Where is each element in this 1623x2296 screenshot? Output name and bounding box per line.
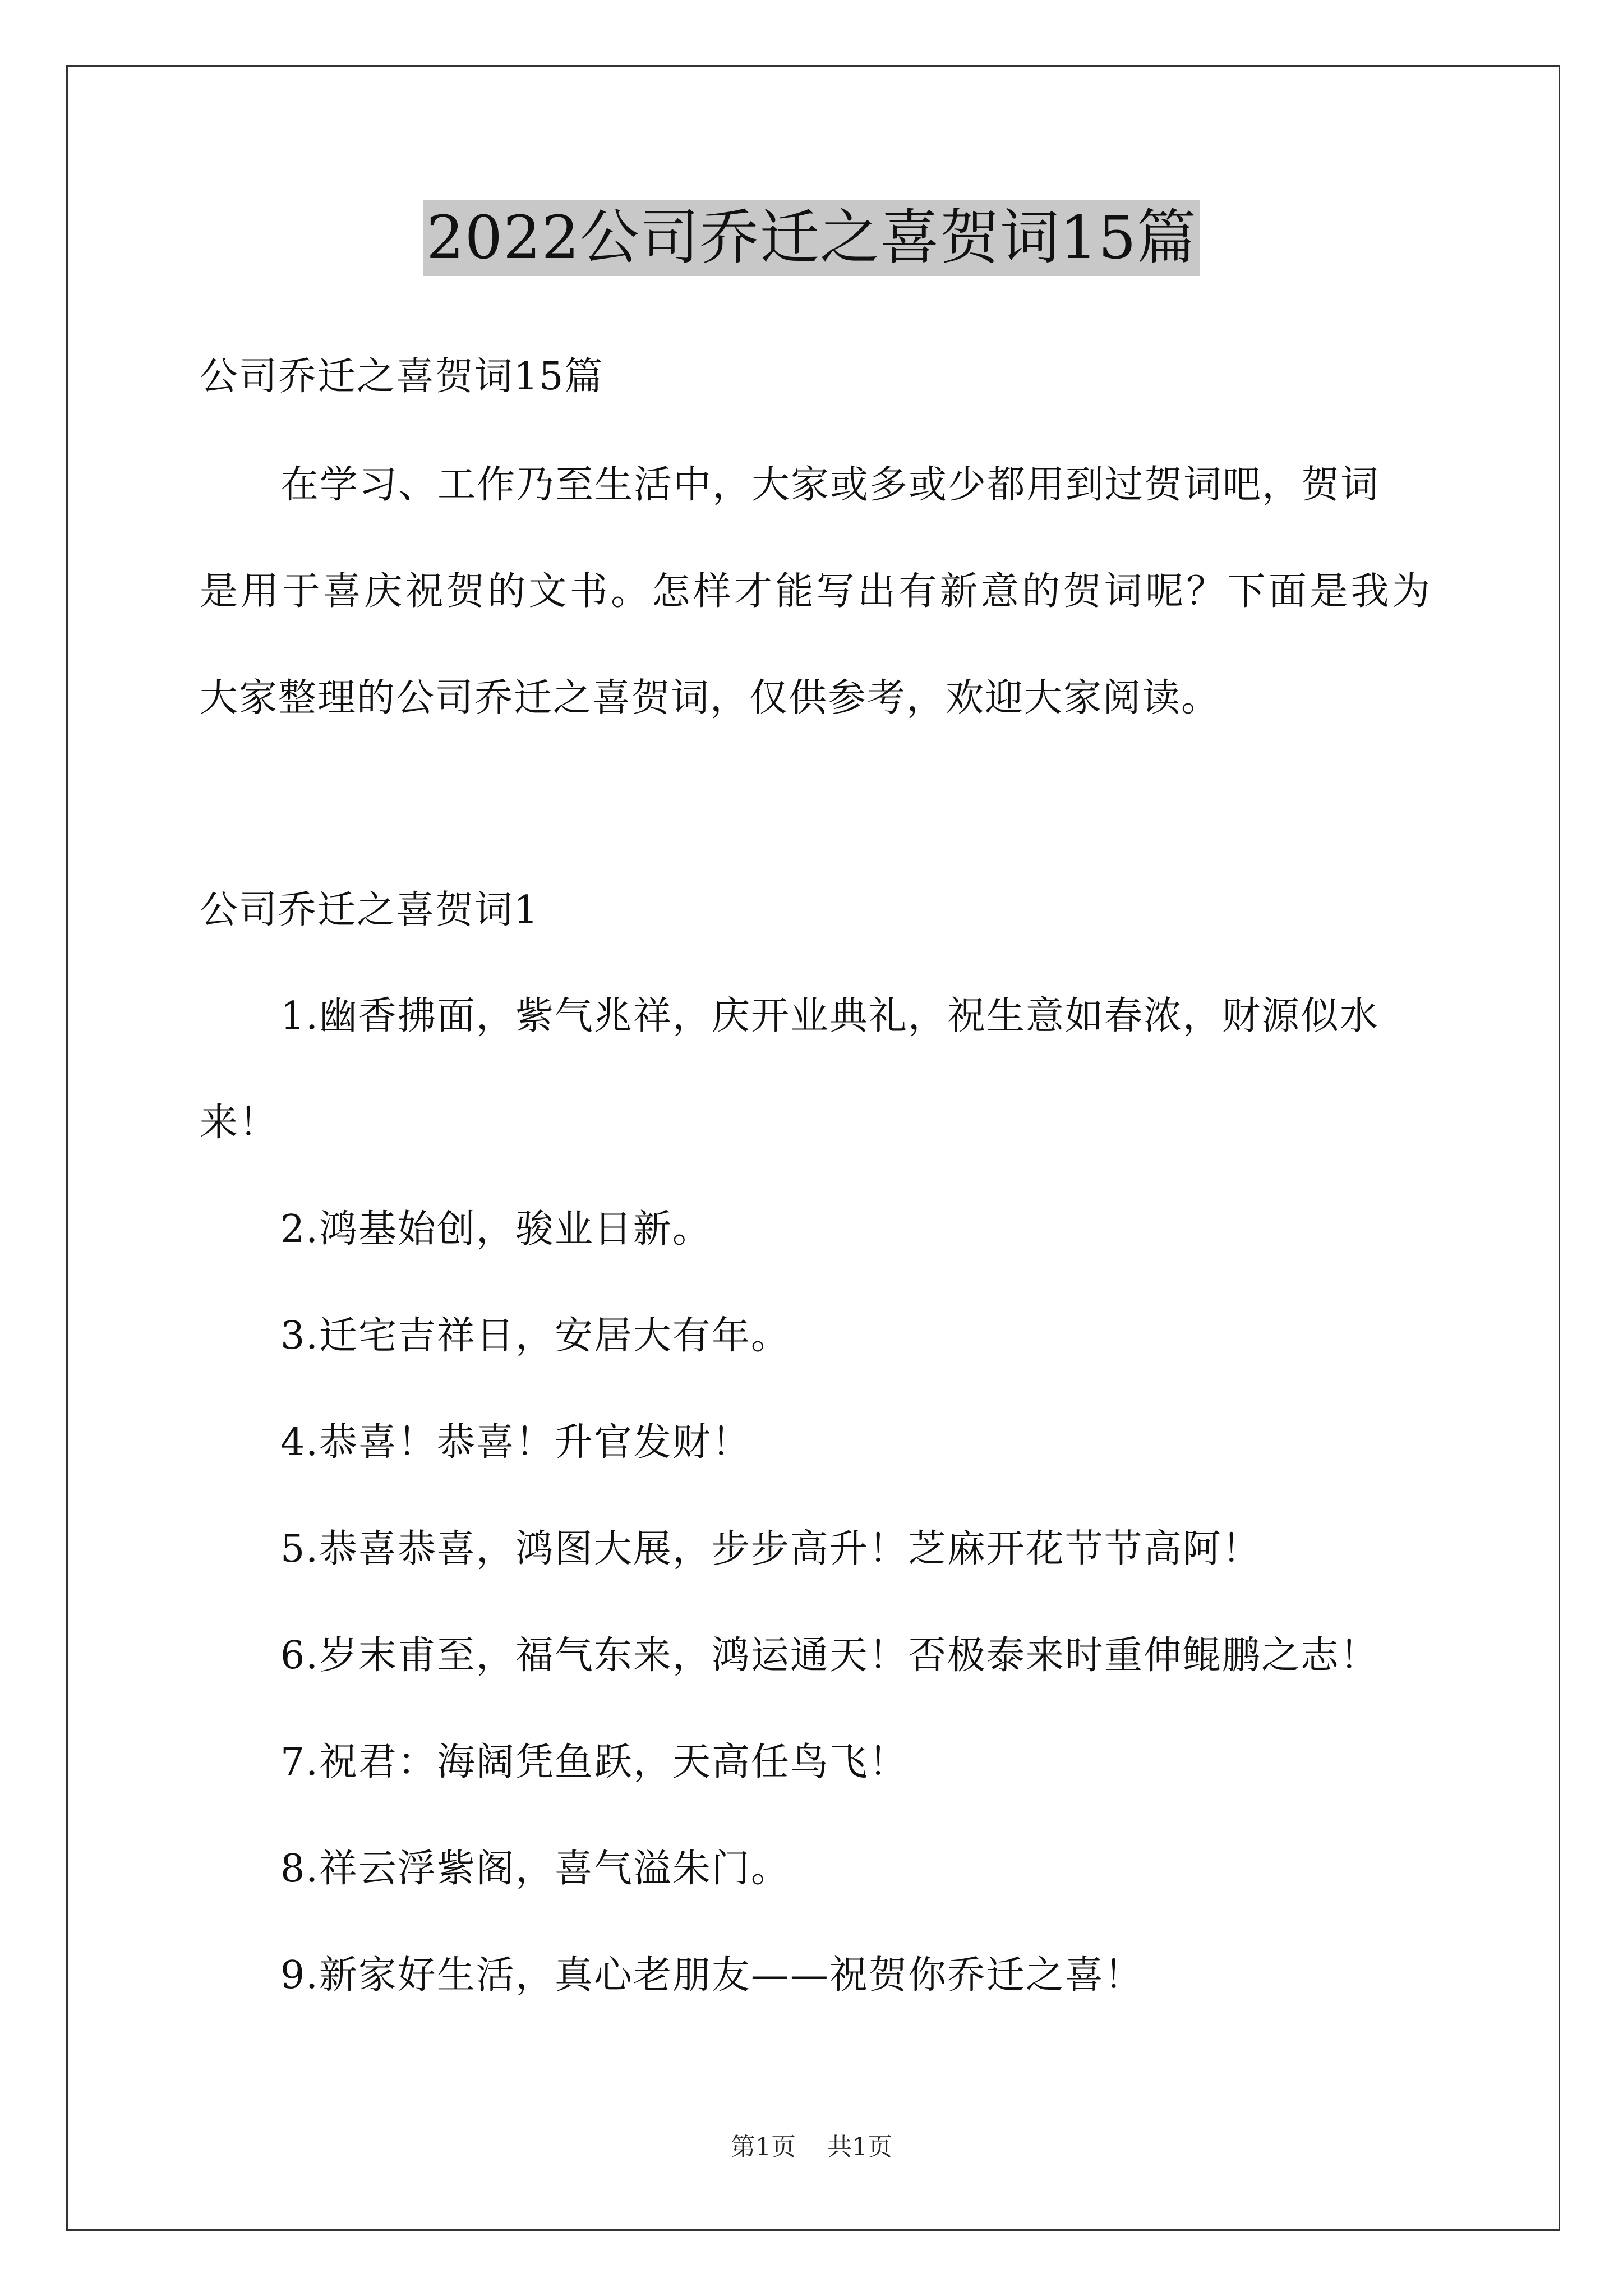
list-item: 9.新家好生活，真心老朋友——祝贺你乔迁之喜！ — [280, 1953, 1144, 1998]
list-item: 7.祝君：海阔凭鱼跃，天高任鸟飞！ — [280, 1740, 908, 1784]
title-container — [0, 200, 1623, 276]
section-heading: 公司乔迁之喜贺词1 — [200, 888, 540, 932]
list-item: 1.幽香拂面，紫气兆祥，庆开业典礼，祝生意如春浓，财源似水 — [280, 994, 1379, 1038]
list-item: 4.恭喜！恭喜！升官发财！ — [280, 1420, 751, 1465]
list-item: 6.岁末甫至，福气东来，鸿运通天！否极泰来时重伸鲲鹏之志！ — [280, 1634, 1379, 1678]
list-item-continuation: 来！ — [200, 1101, 279, 1145]
list-item: 3.迁宅吉祥日，安居大有年。 — [280, 1314, 790, 1358]
list-item: 2.鸿基始创，骏业日新。 — [280, 1207, 712, 1251]
intro-line-3: 大家整理的公司乔迁之喜贺词，仅供参考，欢迎大家阅读。 — [200, 676, 1221, 720]
intro-line-1: 在学习、工作乃至生活中，大家或多或少都用到过贺词吧，贺词 — [280, 463, 1380, 507]
page-footer — [0, 2131, 1623, 2164]
subtitle: 公司乔迁之喜贺词15篇 — [200, 355, 604, 399]
document-title: 2022公司乔迁之喜贺词15篇 — [423, 200, 1200, 276]
page-total: 共1页 — [827, 2133, 892, 2161]
list-item: 8.祥云浮紫阁，喜气溢朱门。 — [280, 1847, 790, 1891]
list-item: 5.恭喜恭喜，鸿图大展，步步高升！芝麻开花节节高阿！ — [280, 1527, 1261, 1571]
intro-line-2: 是用于喜庆祝贺的文书。怎样才能写出有新意的贺词呢？下面是我为 — [200, 569, 1431, 614]
page-number: 第1页 — [731, 2133, 796, 2161]
